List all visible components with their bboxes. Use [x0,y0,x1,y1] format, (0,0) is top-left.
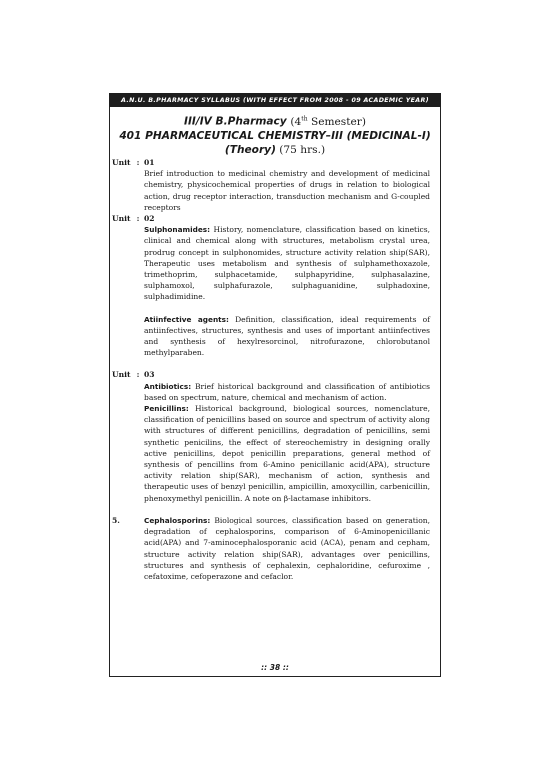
unit-01-header: Unit : 01 [112,158,155,167]
unit-03-antibiotics: Antibiotics: Brief historical background and classification of antibiotics based on spectrum, nature, chemical and mechanism of action. [144,381,430,402]
syllabus-header: A.N.U. B.PHARMACY SYLLABUS (WITH EFFECT FROM 2008 - 09 ACADEMIC YEAR) [109,93,441,107]
semester-label: (4th Semester) [290,115,366,128]
unit-03-penicillins: Penicillins: Historical background, biological sources, nomenclature, classification of penicillins based on source and spectrum of activity along with structures of different penicillins, degradation of penicillins, semi synthetic penicilins, the effect of stereochemistry in designing orally active penicillins, depot penicillin preparations, general method of synthesis of pencillins from 6-Amino penicillanic acid(APA), structure activity relation ship(SAR), mechanism of action, synthesis and therapeutic uses of benzyl penicillin, ampicillin, amoxycillin, carbenicillin, phenoxymethyl penicillin. A note on β-lactamase inhibitors. [144,404,430,503]
title-line-1: III/IV B.Pharmacy (4th Semester) [184,115,366,128]
title-line-3: (Theory) (75 hrs.) [224,143,326,156]
section-5: 5. Cephalosporins: Biological sources, classification based on generation, degradation of cephalosporins, comparison of 6-Aminopenicillanic acid(APA) and 7-aminocephalosporanic acid (ACA), penam and cepham, structure activity relation ship(SAR), advantages over penicillins, structures and synthesis of cephalexin, cephaloridine, cefuroxime , cefatoxime, cefoperazone and cefaclor. [112,515,430,581]
syllabus-content [110,157,440,582]
title-line-2: 401 PHARMACEUTICAL CHEMISTRY–III (MEDICINAL-I) [119,129,431,142]
unit-02-header: Unit : 02 [112,214,155,224]
course-title [109,112,441,157]
unit-01-text: Brief introduction to medicinal chemistry and development of medicinal chemistry, physicochemical properties of drugs in relation to biological action, drug receptor interaction, transduction mechanism and G-coupled receptors [144,169,430,212]
page-number: :: 38 :: [261,663,289,672]
section-5-cephalosporins: Cephalosporins: Biological sources, classification based on generation, degradation of cephalosporins, comparison of 6-Aminopenicillanic acid(APA) and 7-aminocephalosporanic acid (ACA), penam and cepham, structure activity relation ship(SAR), advantages over penicillins, structures and synthesis of cephalexin, cephaloridine, cefuroxime , cefatoxime, cefoperazone and cefaclor. [144,515,430,581]
unit-03-header: Unit : 03 [112,370,155,380]
unit-02-sulphonamides: Sulphonamides: History, nomenclature, classification based on kinetics, clinical and chemical along with structures, metabolism crystal urea, prodrug concept in sulphonomides, structure activity relation ship(SAR), Therapeutic uses metabolism and synthesis of sulphamethoxazole, trimethoprim, sulphacetamide, sulphapyridine, sulphasalazine, sulphamoxol, sulphafurazole, sulphaguanidine, sulphadoxine, sulphadimidine. [144,225,430,302]
unit-02-antiinfectives: Atiinfective agents: Definition, classification, ideal requirements of antiinfectives, structures, synthesis and uses of important antiinfectives and synthesis of hexylresorcinol, nitrofurazone, chlorobutanol methylparaben. [144,314,430,358]
